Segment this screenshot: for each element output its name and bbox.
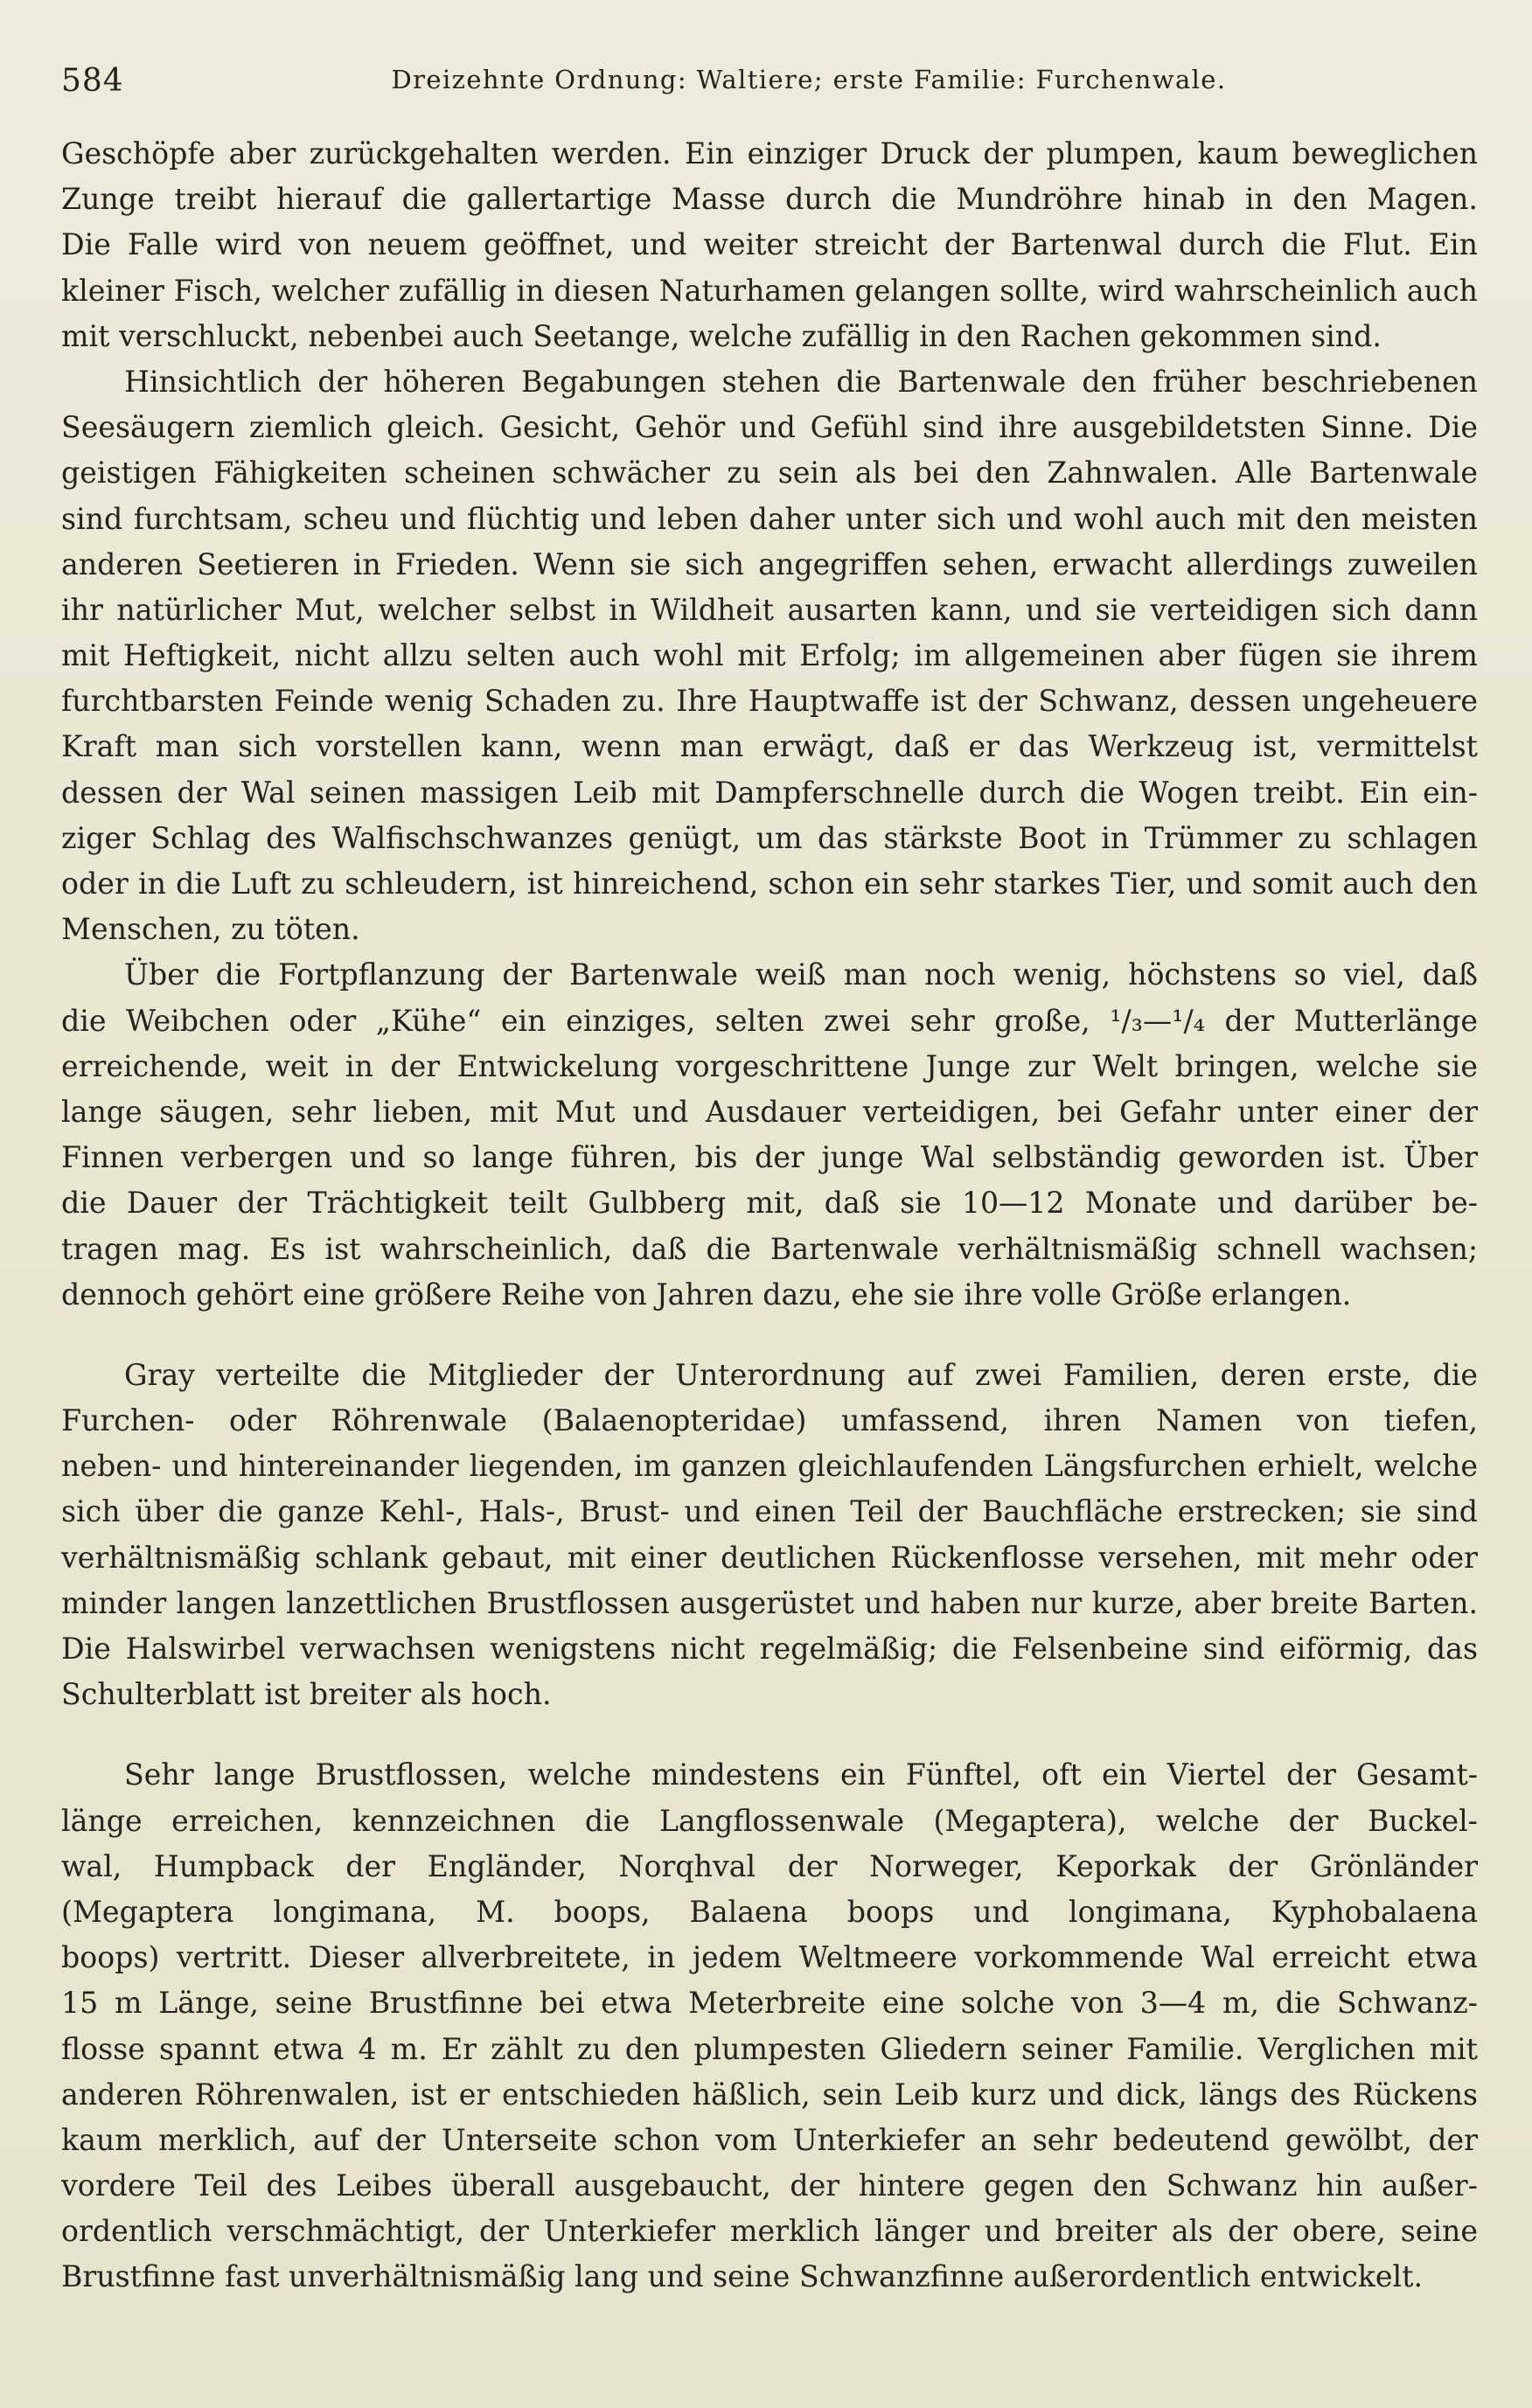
text-line: Furchen- oder Röhrenwale (Balaenopteridae) umfassend, ihren Namen von tiefen, bbox=[61, 1403, 1478, 1438]
text-line: länge erreichen, kennzeichnen die Langflossenwale (Megaptera), welche der Buckel- bbox=[61, 1803, 1478, 1838]
page-number: 584 bbox=[61, 63, 124, 99]
text-line: geistigen Fähigkeiten scheinen schwächer zu sein als bei den Zahnwalen. Alle Bartenwale bbox=[61, 456, 1478, 491]
text-line: 15 m Länge, seine Brustfinne bei etwa Meterbreite eine solche von 3—4 m, die Schwanz- bbox=[61, 1986, 1478, 2021]
text-line: tragen mag. Es ist wahrscheinlich, daß die Bartenwale verhältnismäßig schnell wachsen; bbox=[61, 1231, 1478, 1266]
text-line: Zunge treibt hierauf die gallertartige Masse durch die Mundröhre hinab in den Magen. bbox=[61, 182, 1478, 217]
page-header bbox=[61, 54, 1487, 107]
text-line: vordere Teil des Leibes überall ausgebaucht, der hintere gegen den Schwanz hin außer- bbox=[61, 2168, 1478, 2203]
text-line: Die Halswirbel verwachsen wenigstens nicht regelmäßig; die Felsenbeine sind eiförmig, das bbox=[61, 1632, 1478, 1666]
paragraph-furrow-whales bbox=[61, 1353, 1478, 1718]
text-line: Schulterblatt ist breiter als hoch. bbox=[61, 1677, 552, 1712]
text-line: Die Falle wird von neuem geöffnet, und weiter streicht der Bartenwal durch die Flut. Ein bbox=[61, 227, 1478, 262]
text-line: Menschen, zu töten. bbox=[61, 912, 360, 947]
text-line: Sehr lange Brustflossen, welche mindestens ein Fünftel, oft ein Viertel der Gesamt- bbox=[124, 1757, 1478, 1792]
text-line: dessen der Wal seinen massigen Leib mit Dampferschnelle durch die Wogen treibt. Ein ein- bbox=[61, 775, 1478, 810]
text-line: kaum merklich, auf der Unterseite schon vom Unterkiefer an sehr bedeutend gewölbt, der bbox=[61, 2122, 1478, 2157]
text-line: die Weibchen oder „Kühe“ ein einziges, selten zwei sehr große, ¹/₃—¹/₄ der Mutterlänge bbox=[61, 1003, 1478, 1038]
running-head: Dreizehnte Ordnung: Waltiere; erste Familie: Furchenwale. bbox=[391, 65, 1227, 94]
text-line: sich über die ganze Kehl-, Hals-, Brust- und einen Teil der Bauchfläche erstrecken; sie sind bbox=[61, 1494, 1478, 1529]
text-line: neben- und hintereinander liegenden, im ganzen gleichlaufenden Längsfurchen erhielt, welche bbox=[61, 1449, 1478, 1484]
text-line: furchtbarsten Feinde wenig Schaden zu. Ihre Hauptwaffe ist der Schwanz, dessen ungeheuere bbox=[61, 684, 1478, 719]
text-line: Seesäugern ziemlich gleich. Gesicht, Gehör und Gefühl sind ihre ausgebildetsten Sinne. Die bbox=[61, 410, 1478, 445]
text-line: anderen Seetieren in Frieden. Wenn sie sich angegriffen sehen, erwacht allerdings zuweilen bbox=[61, 546, 1478, 581]
text-line: ihr natürlicher Mut, welcher selbst in Wildheit ausarten kann, und sie verteidigen sich dann bbox=[61, 592, 1478, 627]
text-line: verhältnismäßig schlank gebaut, mit einer deutlichen Rückenflosse versehen, mit mehr oder bbox=[61, 1540, 1478, 1575]
text-line: anderen Röhrenwalen, ist er entschieden häßlich, sein Leib kurz und dick, längs des Rückens bbox=[61, 2077, 1478, 2112]
text-line: Hinsichtlich der höheren Begabungen stehen die Bartenwale den früher beschriebenen bbox=[124, 364, 1478, 399]
text-line: lange säugen, sehr lieben, mit Mut und Ausdauer verteidigen, bei Gefahr unter einer der bbox=[61, 1094, 1478, 1129]
text-line: mit verschluckt, nebenbei auch Seetange, welche zufällig in den Rachen gekommen sind. bbox=[61, 318, 1382, 353]
text-line: Geschöpfe aber zurückgehalten werden. Ein einziger Druck der plumpen, kaum beweglichen bbox=[61, 136, 1478, 171]
text-line: erreichende, weit in der Entwickelung vorgeschrittene Junge zur Welt bringen, welche sie bbox=[61, 1048, 1478, 1083]
text-line: ordentlich verschmächtigt, der Unterkiefer merklich länger und breiter als der obere, seine bbox=[61, 2214, 1478, 2249]
text-line: (Megaptera longimana, M. boops, Balaena boops und longimana, Kyphobalaena bbox=[61, 1894, 1478, 1929]
section-gap bbox=[61, 1717, 1478, 1752]
text-line: Brustfinne fast unverhältnismäßig lang und seine Schwanzfinne außerordentlich entwickelt. bbox=[61, 2259, 1424, 2294]
text-line: wal, Humpback der Engländer, Norqhval der Norweger, Keporkak der Grönländer bbox=[61, 1848, 1478, 1883]
text-line: kleiner Fisch, welcher zufällig in diesen Naturhamen gelangen sollte, wird wahrscheinlich auch bbox=[61, 273, 1478, 308]
paragraph-feeding bbox=[61, 131, 1478, 359]
section-gap bbox=[61, 1318, 1478, 1353]
text-line: dennoch gehört eine größere Reihe von Jahren dazu, ehe sie ihre volle Größe erlangen. bbox=[61, 1277, 1352, 1312]
text-line: oder in die Luft zu schleudern, ist hinreichend, schon ein sehr starkes Tier, und somit auch den bbox=[61, 866, 1478, 901]
text-line: die Dauer der Trächtigkeit teilt Gulbberg mit, daß sie 10—12 Monate und darüber be- bbox=[61, 1186, 1478, 1221]
text-line: boops) vertritt. Dieser allverbreitete, in jedem Weltmeere vorkommende Wal erreicht etwa bbox=[61, 1940, 1478, 1975]
paragraph-senses bbox=[61, 359, 1478, 952]
text-line: Finnen verbergen und so lange führen, bis der junge Wal selbständig geworden ist. Über bbox=[61, 1140, 1478, 1175]
paragraph-reproduction bbox=[61, 952, 1478, 1318]
text-line: ziger Schlag des Walfischschwanzes genügt, um das stärkste Boot in Trümmer zu schlagen bbox=[61, 820, 1478, 855]
paragraph-humpback bbox=[61, 1752, 1478, 2300]
text-line: minder langen lanzettlichen Brustflossen ausgerüstet und haben nur kurze, aber breite Barten. bbox=[61, 1585, 1478, 1620]
text-line: Gray verteilte die Mitglieder der Unterordnung auf zwei Familien, deren erste, die bbox=[124, 1357, 1478, 1392]
text-line: Über die Fortpflanzung der Bartenwale weiß man noch wenig, höchstens so viel, daß bbox=[124, 957, 1478, 992]
text-line: flosse spannt etwa 4 m. Er zählt zu den plumpesten Gliedern seiner Familie. Verglichen mit bbox=[61, 2031, 1478, 2066]
text-line: Kraft man sich vorstellen kann, wenn man erwägt, daß er das Werkzeug ist, vermittelst bbox=[61, 729, 1478, 764]
body-text bbox=[61, 131, 1478, 2300]
text-line: mit Heftigkeit, nicht allzu selten auch wohl mit Erfolg; im allgemeinen aber fügen sie ihrem bbox=[61, 638, 1478, 673]
text-line: sind furchtsam, scheu und flüchtig und leben daher unter sich und wohl auch mit den meisten bbox=[61, 501, 1478, 536]
